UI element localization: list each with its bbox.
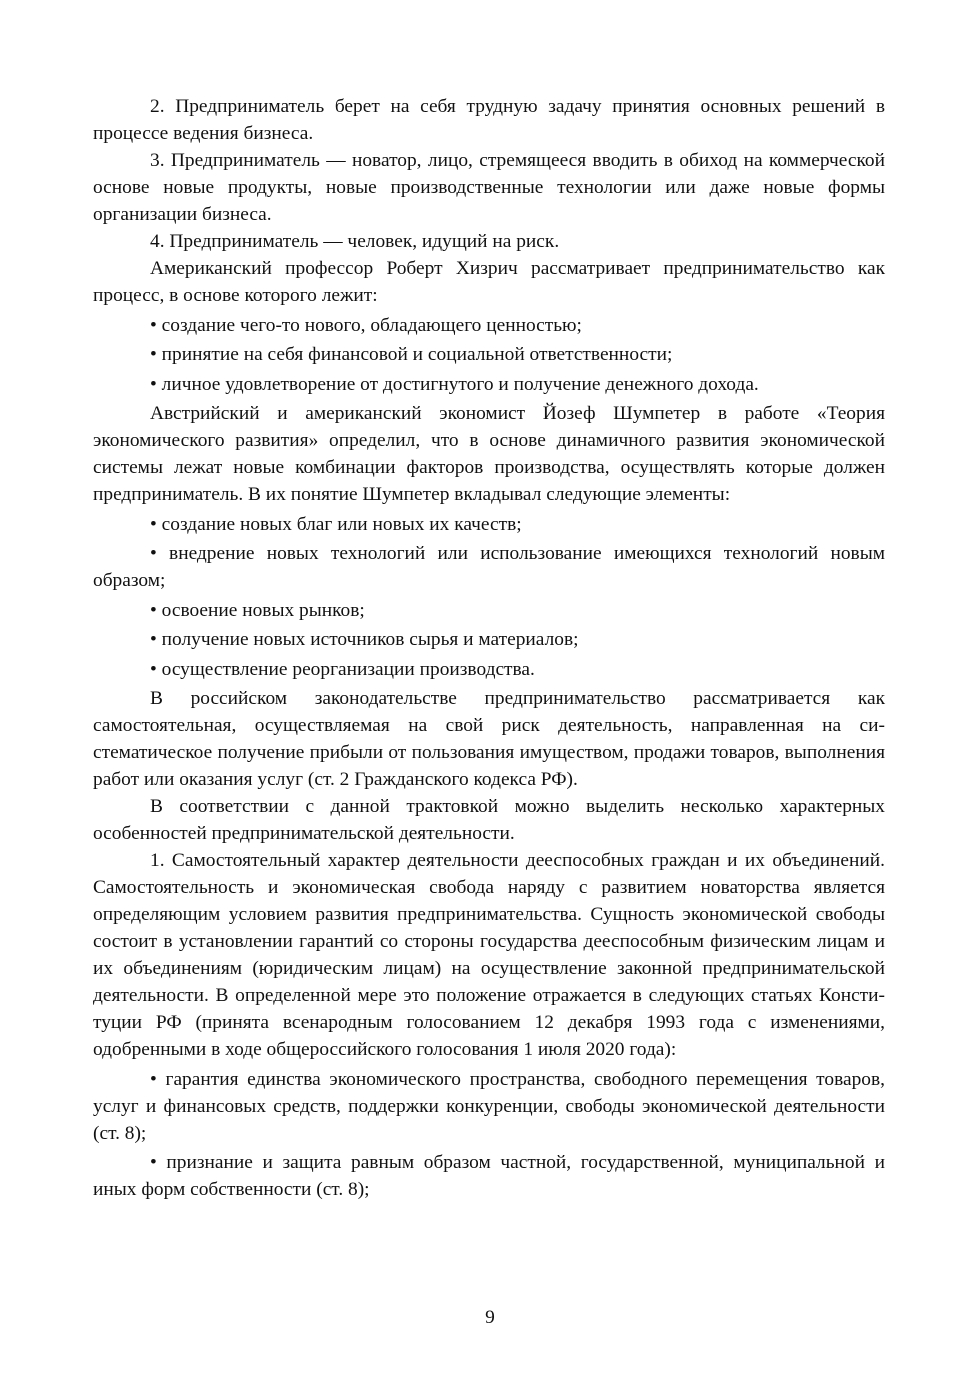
bullet-text: признание и защита равным образом частной, государственной, муниципальной и иных форм собственности (ст. 8); [93,1152,885,1200]
paragraph: 1. Самостоятельный характер деятельности дееспособных граждан и их объединений. Самостоятельность и экономическая свобода наряду с развитием новаторства является определяющим условием развития предпринимательства. Сущность экономической свободы состоит в установлении гарантий со стороны государства дееспособным физическим лицам и их объединениям (юридическим лицам) на осуществление законной предпринимательской деятельности. В определенной мере это положение отражается в следующих статьях Конституции РФ (принята всенародным голосованием 12 декабря 1993 года с изменениями, одобренными в ходе общероссийского голосования 1 июля 2020 года): [93,850,885,1060]
body-text [93,93,885,1206]
bullet-icon: • [150,629,157,650]
bullet-text: внедрение новых технологий или использование имеющихся технологий новым образом; [93,543,885,591]
paragraph: 2. Предприниматель берет на себя трудную задачу принятия основных решений в процессе ведения бизнеса. [93,96,885,144]
bullet-icon: • [150,373,157,395]
bullet-item [93,1066,885,1147]
bullet-icon: • [150,314,157,336]
paragraph: 4. Предприниматель — человек, идущий на риск. [150,231,560,252]
paragraph: В соответствии с данной трактовкой можно выделить несколько характерных особенностей предпринимательской деятельности. [93,796,885,844]
bullet-item [93,540,885,594]
bullet-icon: • [150,543,157,564]
bullet-item [93,597,885,624]
paragraph: В российском законодательстве предпринимательство рассматривается как самостоятельная, осуществляемая на свой риск деятельность, направленная на систематическое получение прибыли от пользования имуществом, продажи товаров, выполнения работ или оказания услуг (ст. 2 Гражданского кодекса РФ). [93,688,885,790]
bullet-text: гарантия единства экономического пространства, свободного перемещения товаров, услуг и финансовых средств, поддержки конкуренции, свободы экономической деятельности (ст. 8); [93,1068,885,1144]
bullet-text: получение новых источников сырья и материалов; [161,629,579,650]
bullet-text: осуществление реорганизации производства. [161,658,535,680]
bullet-text: принятие на себя финансовой и социальной ответственности; [161,344,673,365]
paragraph: Американский профессор Роберт Хизрич рассматривает предпринимательство как процесс, в основе которого лежит: [93,258,885,306]
bullet-item [93,312,885,339]
bullet-icon: • [150,1152,157,1173]
bullet-text: освоение новых рынков; [161,599,365,621]
bullet-text: создание чего-то нового, обладающего ценностью; [161,314,582,336]
paragraph: Австрийский и американский экономист Йозеф Шумпетер в работе «Теория экономического развития» определил, что в основе динамичного развития экономической системы лежат новые комбинации факторов производства, осуществлять которые должен предприниматель. В их понятие Шумпетер вкладывал следующие элементы: [93,403,885,505]
bullet-text: личное удовлетворение от достигнутого и получение денежного дохода. [161,373,759,395]
bullet-icon: • [150,599,157,621]
bullet-icon: • [150,658,157,680]
paragraph: 3. Предприниматель — новатор, лицо, стремящееся вводить в обиход на коммерческой основе новые продукты, новые производственные технологии или даже новые формы организации бизнеса. [93,150,885,225]
bullet-text: создание новых благ или новых их качеств; [161,513,522,535]
bullet-icon: • [150,344,157,365]
bullet-icon: • [150,513,157,535]
bullet-icon: • [150,1068,157,1090]
bullet-item [93,626,885,653]
bullet-item [93,341,885,368]
bullet-item [93,656,885,683]
bullet-item [93,1149,885,1203]
bullet-item [93,511,885,538]
page-number: 9 [485,1307,495,1328]
bullet-item [93,371,885,398]
